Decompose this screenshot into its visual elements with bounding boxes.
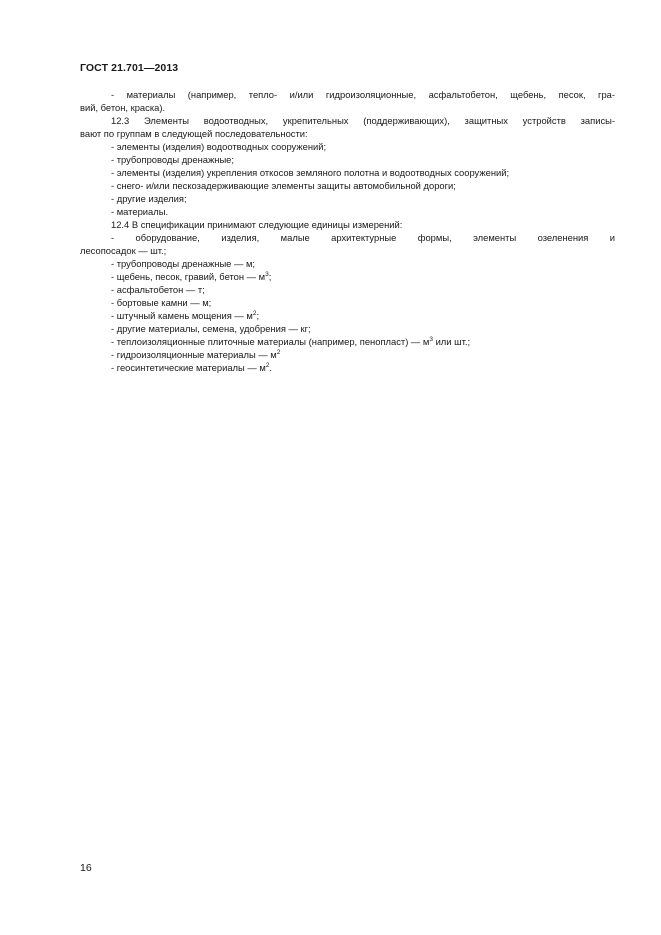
text-line: - материалы (например, тепло- и/или гидроизоляционные, асфальтобетон, щебень, песок, гра- [111, 89, 615, 100]
text-line: 12.3 Элементы водоотводных, укрепительных (поддерживающих), защитных устройств записы- [111, 115, 615, 126]
text-line: вают по группам в следующей последовательности: [80, 128, 308, 139]
list-item: - другие материалы, семена, удобрения — кг; [111, 323, 311, 334]
list-item: - оборудование, изделия, малые архитектурные формы, элементы озеленения и [111, 232, 615, 243]
list-item: - другие изделия; [111, 193, 187, 204]
section-paragraph: 12.4 В спецификации принимают следующие единицы измерений: [111, 219, 403, 230]
list-item: - теплоизоляционные плиточные материалы (например, пенопласт) — $м^3$ или шт.; [111, 336, 471, 347]
text-line: лесопосадок — шт.; [80, 245, 167, 256]
list-item: - гидроизоляционные материалы — $м^2$ [111, 349, 281, 360]
list-item: - асфальтобетон — т; [111, 284, 205, 295]
list-item: - геосинтетические материалы — $м^2$. [111, 362, 273, 373]
list-item: - элементы (изделия) укрепления откосов земляного полотна и водоотводных сооружений; [111, 167, 510, 178]
list-item: - бортовые камни — м; [111, 297, 212, 308]
list-item: - трубопроводы дренажные — м; [111, 258, 256, 269]
list-item: - штучный камень мощения — $м^2$; [111, 310, 260, 321]
list-item: - снего- и/или пескозадерживающие элементы защиты автомобильной дороги; [111, 180, 456, 191]
document-body [80, 88, 615, 374]
list-item: - трубопроводы дренажные; [111, 154, 235, 165]
list-item: - материалы. [111, 206, 169, 217]
text-line: вий, бетон, краска). [80, 102, 166, 113]
list-item: - элементы (изделия) водоотводных сооружений; [111, 141, 327, 152]
page-number: 16 [80, 862, 92, 874]
document-header: ГОСТ 21.701—2013 [80, 62, 179, 74]
list-item: - щебень, песок, гравий, бетон — $м^3$; [111, 271, 272, 282]
